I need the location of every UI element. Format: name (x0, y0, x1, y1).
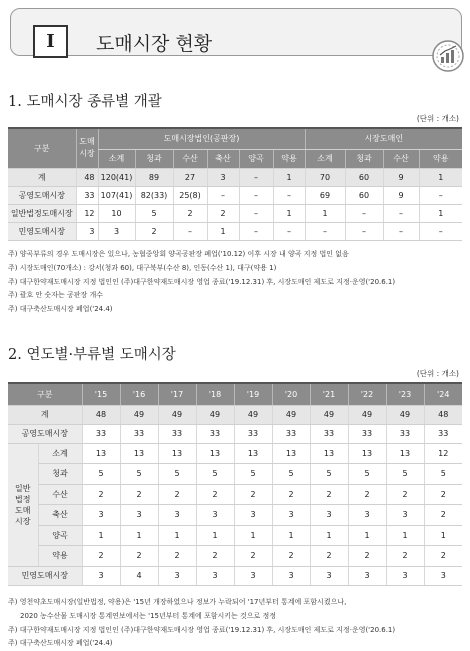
chapter-header (10, 8, 462, 56)
table-cell: 49 (196, 405, 234, 424)
table-cell: – (273, 222, 305, 240)
table-cell: 2 (120, 484, 158, 505)
table-cell: 49 (158, 405, 196, 424)
col-header: 소계 (98, 149, 135, 168)
table-cell: 2 (82, 484, 120, 505)
table-cell: – (273, 186, 305, 204)
table-cell: – (239, 222, 273, 240)
table-cell: 1 (158, 525, 196, 546)
row-label: 공영도매시장 (8, 186, 76, 204)
table-row (8, 546, 462, 567)
table-cell: 1 (273, 168, 305, 186)
table-cell: 3 (348, 566, 386, 585)
table-cell: 49 (120, 405, 158, 424)
table-row (8, 525, 462, 546)
table-cell: 1 (82, 525, 120, 546)
table-cell: 82(33) (135, 186, 173, 204)
table-cell: 3 (310, 505, 348, 526)
table-cell: 3 (272, 505, 310, 526)
table-cell: 13 (234, 443, 272, 464)
table-cell: – (239, 204, 273, 222)
row-label: 공영도매시장 (8, 424, 82, 443)
table-cell: 13 (386, 443, 424, 464)
table-cell: 1 (348, 525, 386, 546)
table-cell: 1 (310, 525, 348, 546)
table-cell: 33 (424, 424, 462, 443)
table-cell: – (419, 186, 462, 204)
table-cell: 3 (234, 505, 272, 526)
table-cell: 3 (207, 168, 239, 186)
table-cell: 33 (196, 424, 234, 443)
year-header: '19 (234, 383, 272, 405)
section2-notes (8, 596, 462, 651)
year-header: '22 (348, 383, 386, 405)
table-cell: 2 (424, 546, 462, 567)
row-label: 일반법정도매시장 (8, 204, 76, 222)
col-header-middle-group: 시장도매인 (305, 128, 462, 149)
table-cell: 3 (272, 566, 310, 585)
table-row (8, 424, 462, 443)
col-header: 청과 (345, 149, 383, 168)
footnote: 2020 농수산물 도매시장 통계연보에서는 '15년부터 통계에 포함시키는 것으로 정정 (20, 611, 277, 620)
table-row (8, 405, 462, 424)
table-cell: 2 (234, 484, 272, 505)
col-header-corp-group: 도매시장법인(공판장) (98, 128, 305, 149)
table-row (8, 484, 462, 505)
col-header: 약용 (419, 149, 462, 168)
table-cell: 5 (120, 464, 158, 485)
table-row (8, 222, 462, 240)
table-row (8, 186, 462, 204)
table-cell: 2 (348, 484, 386, 505)
col-header: 수산 (173, 149, 207, 168)
table-cell: 120(41) (98, 168, 135, 186)
table-cell: 3 (424, 566, 462, 585)
table-cell: 3 (76, 222, 98, 240)
table-cell: 13 (82, 443, 120, 464)
row-label: 청과 (38, 464, 82, 485)
chart-logo-icon (431, 39, 465, 73)
table-cell: 5 (424, 464, 462, 485)
table-cell: 3 (196, 505, 234, 526)
table-cell: 13 (348, 443, 386, 464)
table-cell: 3 (82, 505, 120, 526)
footnote: 주) 영천약초도매시장(일반법정, 약용)은 '15년 개장하였으나 정보가 누락되어 '17년부터 통계에 포함시켰으나, (8, 598, 347, 606)
table-cell: – (383, 204, 419, 222)
table-cell: 2 (424, 484, 462, 505)
table-cell: 13 (120, 443, 158, 464)
year-header: '18 (196, 383, 234, 405)
table-cell: 2 (386, 546, 424, 567)
col-header-gubun: 구분 (8, 128, 76, 168)
table-cell: 4 (120, 566, 158, 585)
col-header: 수산 (383, 149, 419, 168)
table-cell: 9 (383, 186, 419, 204)
table-cell: 1 (424, 525, 462, 546)
year-header: '16 (120, 383, 158, 405)
table-cell: 5 (310, 464, 348, 485)
chapter-number: I (33, 25, 68, 58)
table-cell: 2 (272, 484, 310, 505)
table-cell: 13 (158, 443, 196, 464)
col-header-gubun: 구분 (8, 383, 82, 405)
year-header: '15 (82, 383, 120, 405)
table-cell: 3 (98, 222, 135, 240)
table-cell: 33 (310, 424, 348, 443)
table-cell: 3 (196, 566, 234, 585)
table-cell: 49 (234, 405, 272, 424)
table-cell: 3 (234, 566, 272, 585)
table-cell: 60 (345, 168, 383, 186)
section1-notes (8, 248, 462, 317)
table-cell: 2 (348, 546, 386, 567)
section2-title: 2. 연도별·부류별 도매시장 (8, 347, 176, 363)
table-cell: 1 (207, 222, 239, 240)
year-header: '21 (310, 383, 348, 405)
table-cell: 107(41) (98, 186, 135, 204)
table-row (8, 464, 462, 485)
table-cell: – (383, 222, 419, 240)
footnote: 주) 양곡부류의 경우 도매시장은 있으나, 농협중앙회 양곡공판장 폐업('10.12) 이후 시장 내 양곡 지정 법인 없음 (8, 250, 349, 258)
table-cell: 33 (76, 186, 98, 204)
table-cell: 49 (386, 405, 424, 424)
table-cell: 48 (76, 168, 98, 186)
table-cell: 33 (82, 424, 120, 443)
table-cell: 2 (173, 204, 207, 222)
table-cell: 2 (234, 546, 272, 567)
table-cell: – (305, 222, 345, 240)
col-header: 약용 (273, 149, 305, 168)
table-cell: 2 (207, 204, 239, 222)
table-cell: 70 (305, 168, 345, 186)
table-row (8, 443, 462, 464)
footnote: 주) 대구한약재도매시장 지정 법인인 (주)대구한약재도매시장 영업 종료('19.12.31) 후, 시장도매인 제도로 지정·운영('20.6.1) (8, 625, 396, 634)
table-cell: 2 (196, 484, 234, 505)
table-cell: – (345, 222, 383, 240)
col-header-market: 도매 시장 (76, 128, 98, 168)
table-cell: 33 (272, 424, 310, 443)
table-cell: 3 (82, 566, 120, 585)
row-label: 계 (8, 168, 76, 186)
table-cell: 3 (348, 505, 386, 526)
year-header: '17 (158, 383, 196, 405)
table-cell: 1 (196, 525, 234, 546)
table-cell: 2 (158, 546, 196, 567)
table-cell: 49 (272, 405, 310, 424)
table-cell: 1 (273, 204, 305, 222)
table-cell: 1 (120, 525, 158, 546)
col-header: 양곡 (239, 149, 273, 168)
table-cell: 33 (386, 424, 424, 443)
year-header: '20 (272, 383, 310, 405)
table-cell: 2 (310, 546, 348, 567)
table-cell: 3 (386, 566, 424, 585)
table-cell: – (345, 204, 383, 222)
table-cell: – (239, 186, 273, 204)
chapter-title: 도매시장 현황 (96, 33, 213, 55)
table-cell: 3 (120, 505, 158, 526)
table-cell: 25(8) (173, 186, 207, 204)
table-cell: 9 (383, 168, 419, 186)
table-cell: 33 (234, 424, 272, 443)
row-label: 축산 (38, 505, 82, 526)
table-cell: 13 (196, 443, 234, 464)
table-cell: 12 (76, 204, 98, 222)
table-cell: 2 (272, 546, 310, 567)
footnote: 주) 시장도매인(70개소) : 강서(청과 60), 대구북부(수산 8), 인동(수산 1), 대구(약용 1) (8, 263, 277, 272)
year-header: '24 (424, 383, 462, 405)
yearly-market-table (8, 382, 462, 586)
row-label: 수산 (38, 484, 82, 505)
col-header: 소계 (305, 149, 345, 168)
table-cell: – (419, 222, 462, 240)
table-cell: – (239, 168, 273, 186)
group-label: 일반 법정 도매 시장 (8, 443, 38, 566)
table-cell: 33 (348, 424, 386, 443)
row-label: 약용 (38, 546, 82, 567)
table-cell: 89 (135, 168, 173, 186)
table-cell: 27 (173, 168, 207, 186)
row-label: 민영도매시장 (8, 566, 82, 585)
table-cell: 49 (348, 405, 386, 424)
table-cell: 13 (310, 443, 348, 464)
footnote: 주) 대구축산도매시장 폐업('24.4) (8, 639, 113, 648)
table-cell: 48 (82, 405, 120, 424)
table-cell: 5 (196, 464, 234, 485)
col-header: 축산 (207, 149, 239, 168)
table-row (8, 168, 462, 186)
footnote: 주) 대구축산도매시장 폐업('24.4) (8, 305, 113, 314)
table-cell: 5 (82, 464, 120, 485)
table-cell: – (207, 186, 239, 204)
table-cell: – (173, 222, 207, 240)
table-cell: 10 (98, 204, 135, 222)
table-cell: 3 (386, 505, 424, 526)
table-cell: 5 (272, 464, 310, 485)
year-header: '23 (386, 383, 424, 405)
table-row (8, 566, 462, 585)
section1-title: 1. 도매시장 종류별 개괄 (8, 94, 162, 110)
table-cell: 2 (196, 546, 234, 567)
table-cell: 2 (120, 546, 158, 567)
table-cell: 13 (272, 443, 310, 464)
table-cell: 1 (305, 204, 345, 222)
table-cell: 3 (310, 566, 348, 585)
footnote: 주) 괄호 안 숫자는 공판장 개수 (8, 291, 104, 300)
table-cell: 2 (386, 484, 424, 505)
table-cell: 60 (345, 186, 383, 204)
table-row (8, 204, 462, 222)
table-cell: 3 (158, 566, 196, 585)
table-cell: 5 (234, 464, 272, 485)
table-cell: 3 (158, 505, 196, 526)
table-cell: 12 (424, 443, 462, 464)
footnote: 주) 대구한약재도매시장 지정 법인인 (주)대구한약재도매시장 영업 종료('19.12.31) 후, 시장도매인 제도로 지정·운영('20.6.1) (8, 277, 396, 286)
row-label: 소계 (38, 443, 82, 464)
table-cell: 48 (424, 405, 462, 424)
table-cell: 69 (305, 186, 345, 204)
table-cell: 33 (158, 424, 196, 443)
table-cell: 1 (234, 525, 272, 546)
table-cell: 2 (158, 484, 196, 505)
section2-unit: (단위 : 개소) (416, 369, 459, 378)
table-cell: 2 (424, 505, 462, 526)
table-cell: 49 (310, 405, 348, 424)
table-cell: 5 (348, 464, 386, 485)
table-cell: 1 (419, 168, 462, 186)
row-label: 민영도매시장 (8, 222, 76, 240)
col-header: 청과 (135, 149, 173, 168)
row-label: 양곡 (38, 525, 82, 546)
table-cell: 1 (272, 525, 310, 546)
section1-unit: (단위 : 개소) (416, 114, 459, 123)
table-row (8, 505, 462, 526)
table-cell: 5 (158, 464, 196, 485)
table-cell: 1 (419, 204, 462, 222)
table-cell: 1 (386, 525, 424, 546)
table-cell: 33 (120, 424, 158, 443)
table-cell: 5 (386, 464, 424, 485)
table-cell: 2 (310, 484, 348, 505)
table-cell: 5 (135, 204, 173, 222)
market-type-table (8, 127, 462, 241)
table-cell: 2 (135, 222, 173, 240)
row-label: 계 (8, 405, 82, 424)
table-cell: 2 (82, 546, 120, 567)
